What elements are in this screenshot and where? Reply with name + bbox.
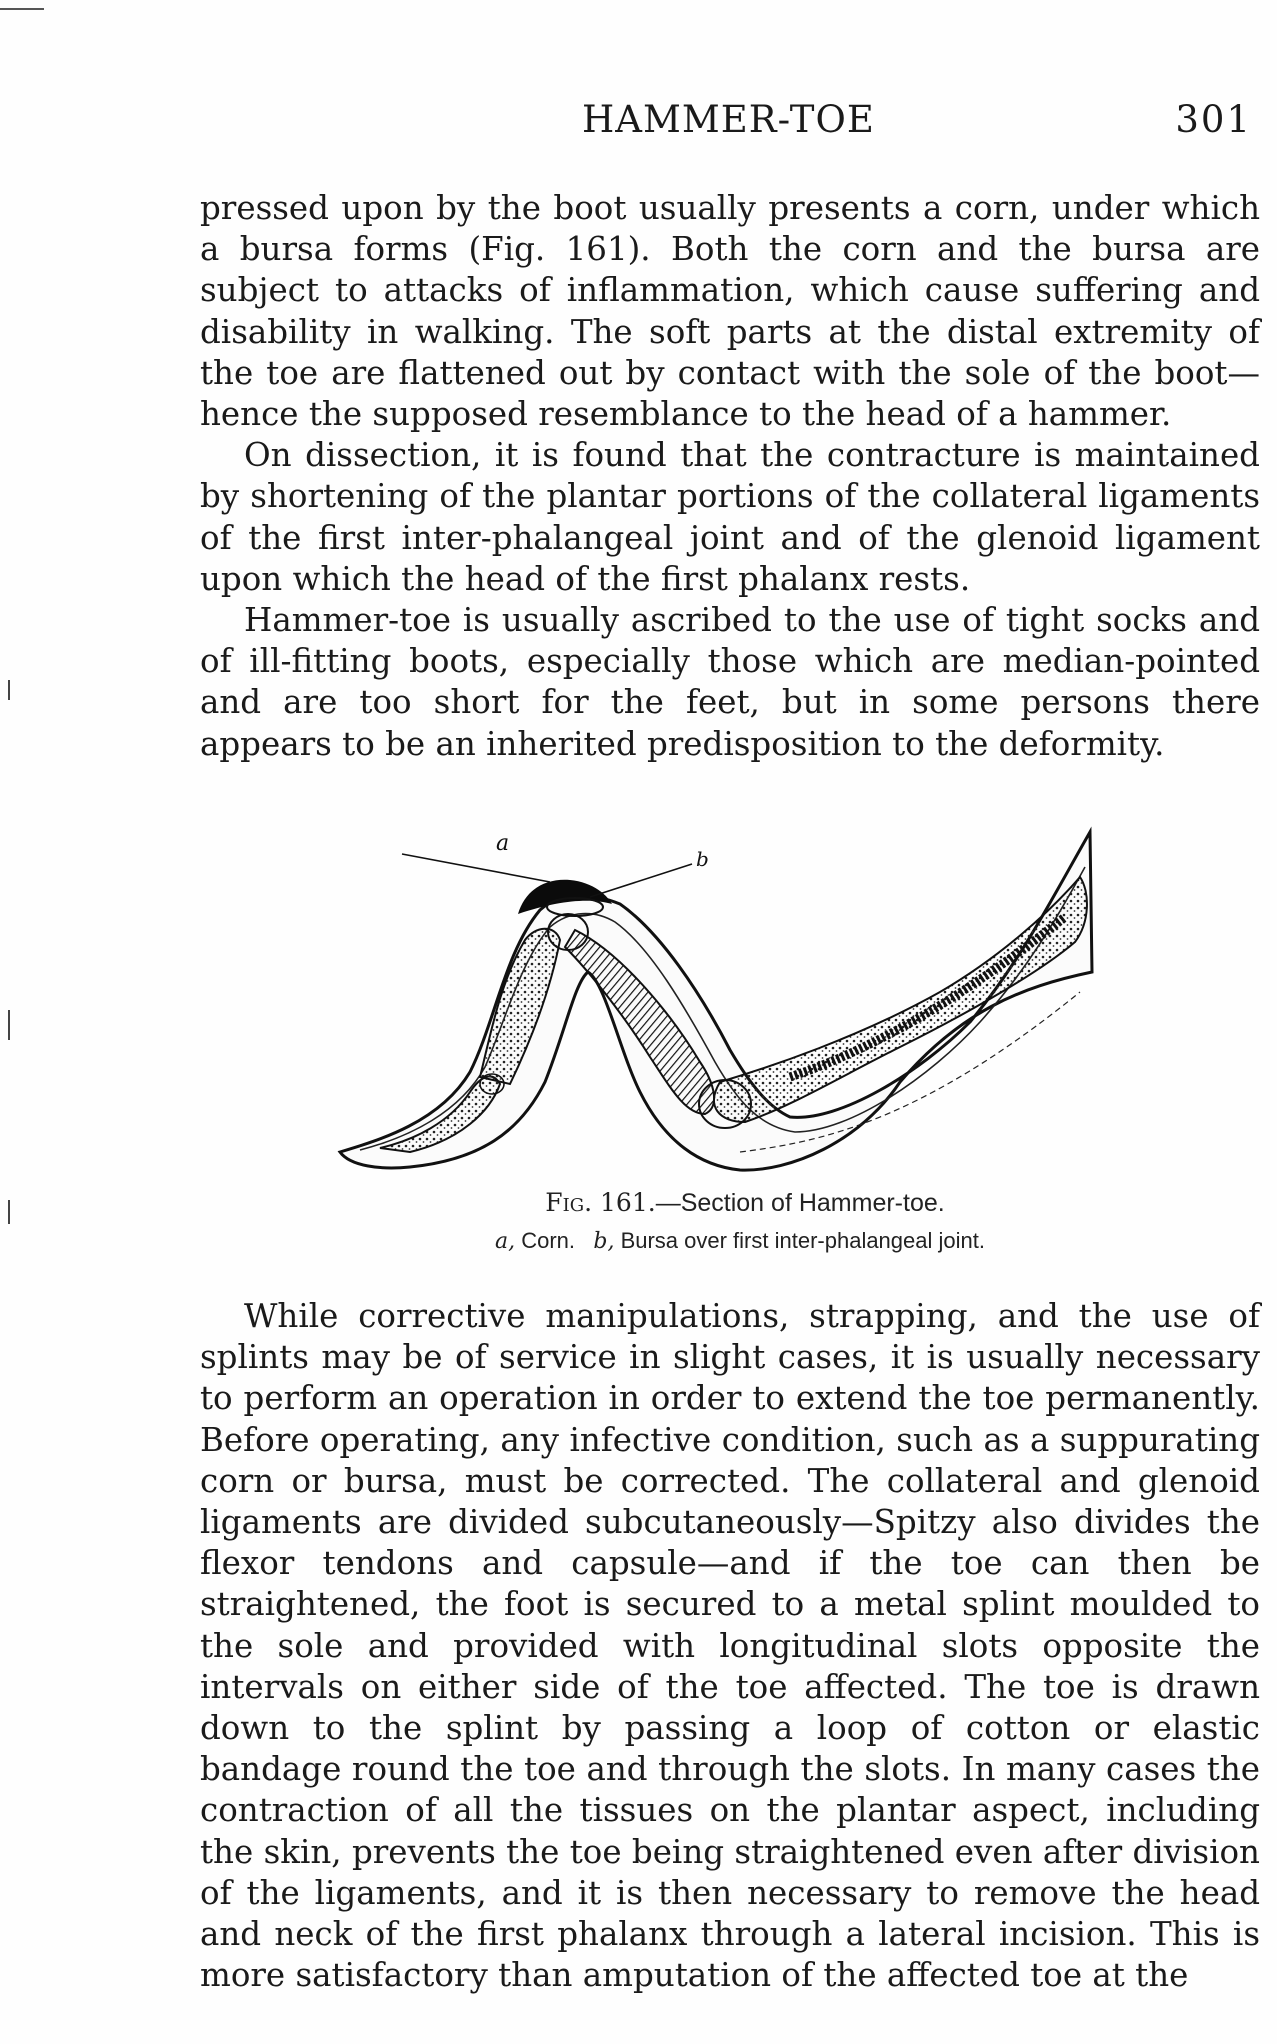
- legend-letter-a: a,: [495, 1229, 516, 1254]
- figure-caption: [215, 1188, 1275, 1218]
- body-text-top: [200, 188, 1260, 765]
- figure-title: —Section of Hammer-toe.: [655, 1189, 945, 1217]
- running-title: HAMMER-TOE: [582, 98, 875, 141]
- scan-margin-mark: [8, 680, 10, 700]
- label-a: a: [496, 831, 510, 856]
- metatarsal: [714, 877, 1087, 1122]
- figure-number: Fig. 161.: [545, 1188, 656, 1217]
- scan-margin-mark: [8, 1200, 10, 1224]
- figure-legend: [210, 1228, 1270, 1254]
- paragraph: On dissection, it is found that the contracture is maintained by shortening of the plantar portions of the collateral ligaments of the first inter-phalangeal joint and of the glenoid ligament upon which the head of the first phalanx rests.: [200, 436, 1260, 598]
- pointer-line-a: [402, 854, 550, 882]
- paragraph: While corrective manipulations, strapping, and the use of splints may be of service in slight cases, it is usually necessary to perform an operation in order to extend the toe permanently. Before operating, any infective condition, such as a suppurating corn or bursa, must be corrected. The collateral and glenoid ligaments are divided subcutaneously—Spitzy also divides the flexor tendons and capsule—and if the toe can then be straightened, the foot is secured to a metal splint moulded to the sole and provided with longitudinal slots opposite the intervals on either side of the toe affected. The toe is drawn down to the splint by passing a loop of cotton or elastic bandage round the toe and through the slots. In many cases the contraction of all the tissues on the plantar aspect, including the skin, prevents the toe being straightened even after division of the ligaments, and it is then necessary to remove the head and neck of the first phalanx through a lateral incision. This is more satisfactory than amputation of the affected toe at the: [200, 1297, 1260, 1995]
- scan-edge-rule: [0, 8, 44, 10]
- legend-text-b: Bursa over first inter-phalangeal joint.: [614, 1228, 985, 1253]
- page-number: 301: [1175, 98, 1252, 141]
- running-header: [200, 98, 1260, 144]
- body-text-bottom: [200, 1296, 1260, 1996]
- paragraph: Hammer-toe is usually ascribed to the use of tight socks and of ill-fitting boots, especially those which are median-pointed and are too short for the feet, but in some persons there appears to be an inherited predisposition to the deformity.: [200, 601, 1260, 763]
- hammer-toe-illustration: [320, 822, 1100, 1187]
- scan-margin-mark: [8, 1010, 10, 1040]
- legend-text-a: Corn.: [515, 1228, 576, 1253]
- paragraph: pressed upon by the boot usually presents a corn, under which a bursa forms (Fig. 161). Both the corn and the bursa are subject to attacks of inflammation, which cause suffering and disability in walking. The soft parts at the distal extremity of the toe are flattened out by contact with the sole of the boot—hence the supposed resemblance to the head of a hammer.: [200, 189, 1260, 434]
- pointer-line-b: [590, 864, 692, 897]
- legend-letter-b: b,: [593, 1229, 615, 1254]
- hammer-toe-section-figure: [320, 822, 1100, 1187]
- label-b: b: [696, 847, 709, 871]
